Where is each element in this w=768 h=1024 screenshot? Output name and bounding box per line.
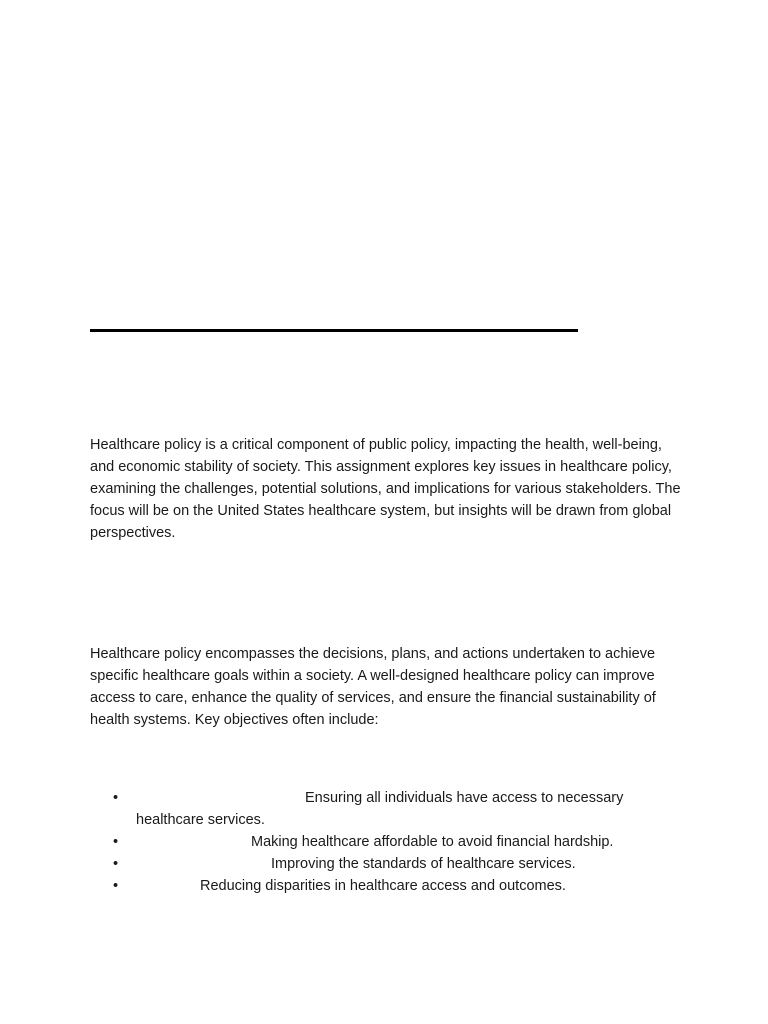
bullet-icon: • — [113, 790, 119, 806]
objective-text: Ensuring all individuals have access to necessary healthcare services. — [136, 790, 624, 828]
bullet-icon: • — [113, 878, 119, 894]
list-item — [90, 831, 650, 853]
list-item — [90, 787, 650, 831]
objective-text: Improving the standards of healthcare services. — [271, 856, 576, 872]
bullet-icon: • — [113, 856, 119, 872]
list-item — [90, 875, 650, 897]
title-underline — [90, 329, 578, 332]
intro-paragraph: Healthcare policy is a critical component of public policy, impacting the health, well-being, and economic stability of society. This assignment explores key issues in healthcare policy, examining the challenges, potential solutions, and implications for various stakeholders. The focus will be on the United States healthcare system, but insights will be drawn from global perspectives. — [90, 437, 681, 541]
overview-paragraph: Healthcare policy encompasses the decisions, plans, and actions undertaken to achieve specific healthcare goals within a society. A well-designed healthcare policy can improve access to care, enhance the quality of services, and ensure the financial sustainability of health systems. Key objectives often include: — [90, 646, 656, 728]
objectives-list — [90, 787, 650, 897]
objective-text: Reducing disparities in healthcare access and outcomes. — [200, 878, 566, 894]
objective-text: Making healthcare affordable to avoid financial hardship. — [251, 834, 614, 850]
bullet-icon: • — [113, 834, 119, 850]
list-item — [90, 853, 650, 875]
